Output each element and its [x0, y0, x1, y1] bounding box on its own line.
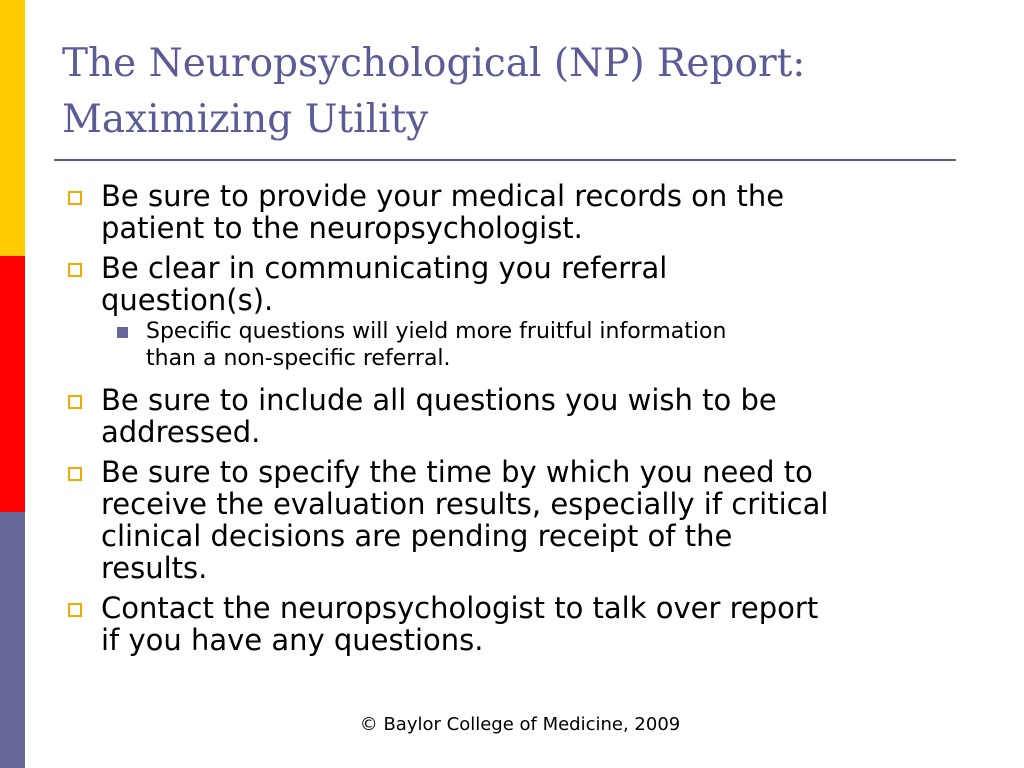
bullet-item-1 — [64, 180, 964, 244]
hollow-square-bullet-icon — [68, 467, 82, 481]
bullet-list — [64, 180, 964, 664]
bullet-item-5 — [64, 592, 964, 656]
bullet-item-4-line-3: clinical decisions are pending receipt of the — [101, 519, 733, 553]
bullet-item-4-line-2: receive the evaluation results, especially if critical — [101, 487, 829, 521]
slide-title-line-1: The Neuropsychological (NP) Report: — [62, 41, 806, 86]
sub-bullet-item-1 — [64, 318, 964, 372]
left-bar-red-segment — [0, 256, 25, 512]
sub-bullet-item-1-line-1: Specific questions will yield more fruitful information — [146, 319, 727, 344]
bullet-item-4-line-4: results. — [101, 551, 208, 585]
slide-title — [62, 36, 962, 148]
hollow-square-bullet-icon — [68, 191, 82, 205]
hollow-square-bullet-icon — [68, 263, 82, 277]
sub-bullet-item-1-line-2: than a non-specific referral. — [146, 346, 451, 371]
footer-copyright — [0, 713, 1024, 737]
bullet-item-2-line-2: question(s). — [101, 283, 274, 317]
bullet-item-1-line-2: patient to the neuropsychologist. — [101, 211, 583, 245]
bullet-item-3 — [64, 384, 964, 448]
bullet-item-3-line-2: addressed. — [101, 415, 261, 449]
bullet-item-2 — [64, 252, 964, 316]
bullet-item-4 — [64, 456, 964, 584]
left-color-bar — [0, 0, 25, 768]
bullet-item-4-line-1: Be sure to specify the time by which you need to — [101, 455, 813, 489]
left-bar-yellow-segment — [0, 0, 25, 256]
bullet-item-1-line-1: Be sure to provide your medical records on the — [101, 179, 785, 213]
hollow-square-bullet-icon — [68, 603, 82, 617]
bullet-item-5-line-2: if you have any questions. — [101, 623, 484, 657]
bullet-item-3-line-1: Be sure to include all questions you wish to be — [101, 383, 777, 417]
title-divider — [54, 159, 956, 161]
bullet-item-2-line-1: Be clear in communicating you referral — [101, 251, 668, 285]
bullet-item-5-line-1: Contact the neuropsychologist to talk over report — [101, 591, 819, 625]
hollow-square-bullet-icon — [68, 395, 82, 409]
filled-square-bullet-icon — [117, 327, 128, 338]
footer-copyright-text: © Baylor College of Medicine, 2009 — [359, 714, 681, 735]
slide-title-line-2: Maximizing Utility — [62, 97, 429, 142]
